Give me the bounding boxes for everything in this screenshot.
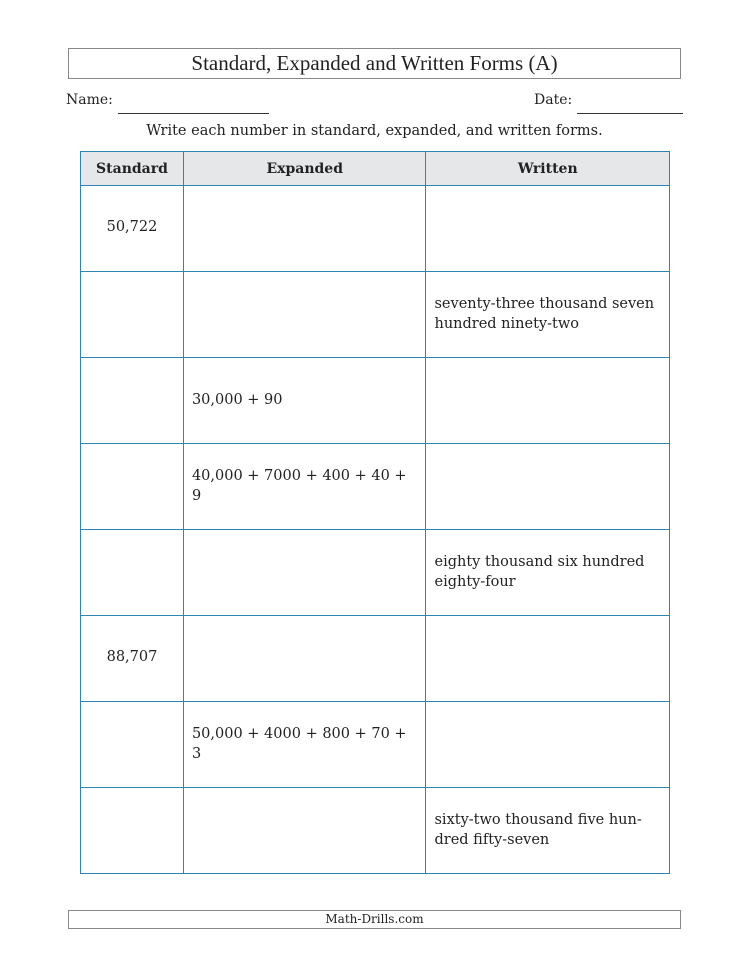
header-written: Written [426, 152, 670, 186]
standard-cell[interactable] [81, 788, 184, 874]
standard-cell[interactable] [81, 702, 184, 788]
date-label: Date: [534, 92, 573, 108]
table-row [81, 272, 670, 358]
written-cell: seventy-three thousand seven hundred ninety-two [426, 272, 670, 358]
table-row [81, 702, 670, 788]
name-blank[interactable] [118, 113, 269, 114]
written-cell[interactable] [426, 186, 670, 272]
written-cell: sixty-two thousand five hun- dred fifty-seven [426, 788, 670, 874]
written-cell: eighty thousand six hundred eighty-four [426, 530, 670, 616]
expanded-cell: 30,000 + 90 [183, 358, 426, 444]
table-row [81, 530, 670, 616]
header-expanded: Expanded [183, 152, 426, 186]
expanded-cell[interactable] [183, 616, 426, 702]
table-header-row [81, 152, 670, 186]
standard-cell: 88,707 [81, 616, 184, 702]
expanded-cell[interactable] [183, 530, 426, 616]
written-cell[interactable] [426, 444, 670, 530]
standard-cell: 50,722 [81, 186, 184, 272]
header-standard: Standard [81, 152, 184, 186]
table-row [81, 788, 670, 874]
date-blank[interactable] [577, 113, 683, 114]
table-row [81, 616, 670, 702]
instructions: Write each number in standard, expanded, and written forms. [146, 123, 603, 139]
standard-cell[interactable] [81, 530, 184, 616]
written-cell[interactable] [426, 616, 670, 702]
footer-site: Math-Drills.com [68, 910, 681, 929]
expanded-cell[interactable] [183, 788, 426, 874]
written-cell[interactable] [426, 702, 670, 788]
table-row [81, 358, 670, 444]
expanded-cell[interactable] [183, 186, 426, 272]
expanded-cell: 40,000 + 7000 + 400 + 40 + 9 [183, 444, 426, 530]
table-row [81, 186, 670, 272]
forms-table [80, 151, 670, 874]
expanded-cell[interactable] [183, 272, 426, 358]
table-row [81, 444, 670, 530]
standard-cell[interactable] [81, 272, 184, 358]
expanded-cell: 50,000 + 4000 + 800 + 70 + 3 [183, 702, 426, 788]
written-cell[interactable] [426, 358, 670, 444]
name-label: Name: [66, 92, 113, 108]
standard-cell[interactable] [81, 444, 184, 530]
standard-cell[interactable] [81, 358, 184, 444]
worksheet-title: Standard, Expanded and Written Forms (A) [68, 48, 681, 79]
